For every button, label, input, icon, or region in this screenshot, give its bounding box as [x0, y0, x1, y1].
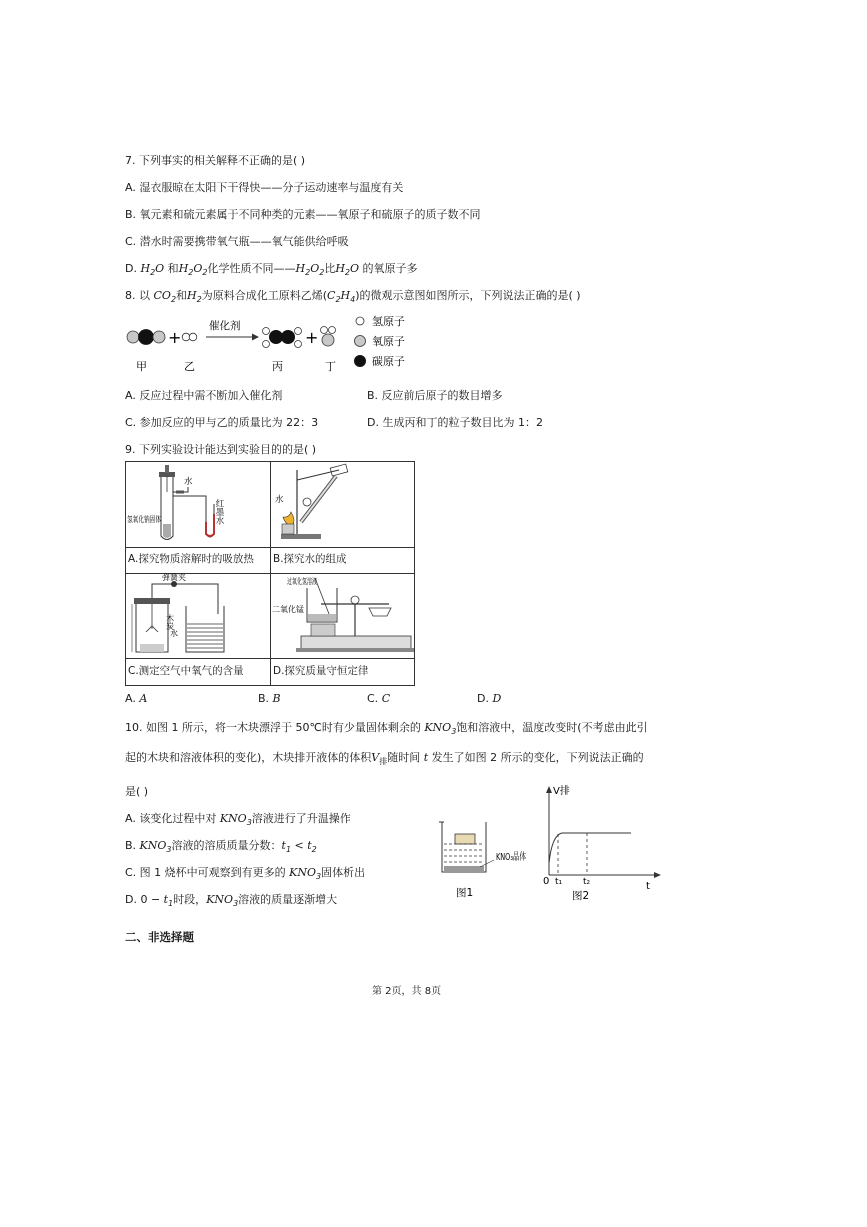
label-jia: 甲	[136, 360, 147, 373]
molecule-bing-c-atom-1	[269, 330, 283, 344]
legend-oxygen-label: 氧原子	[372, 335, 405, 348]
plus-sign-1: +	[168, 328, 182, 347]
molecule-jia-o-left-atom	[127, 331, 139, 343]
molecule-yi-h-atom-2	[189, 333, 197, 341]
q10-option-b: B. $KNO_3$溶液的溶质质量分数：$t_1 < t_2$	[125, 839, 317, 854]
legend-carbon-label: 碳原子	[372, 355, 405, 368]
q10-option-d: D. $0 - t_1$时段，$KNO_3$溶液的质量逐渐增大	[125, 893, 338, 908]
q8-option-b: B. 反应前后原子的数目增多	[367, 389, 503, 402]
molecule-bing-h-atom-1	[263, 328, 270, 335]
fig2-origin: 0	[543, 876, 550, 887]
legend-hydrogen-icon	[356, 317, 364, 325]
q10-figure2-graph	[536, 783, 662, 905]
fig-d-mno2-label: 二氧化锰	[272, 605, 304, 614]
legend-carbon-icon	[354, 355, 366, 367]
q7-option-a: A. 湿衣服晾在太阳下干得快——分子运动速率与温度有关	[125, 181, 404, 194]
q8-option-a: A. 反应过程中需不断加入催化剂	[125, 389, 283, 402]
page-footer: 第 2页，共 8页	[372, 986, 442, 997]
label-yi: 乙	[184, 360, 195, 373]
fig-c-water-label: 水	[170, 629, 178, 638]
q9-caption-b: B.探究水的组成	[273, 553, 347, 565]
q10-option-c: C. 图 1 烧杯中可观察到有更多的 $KNO_3$固体析出	[125, 866, 366, 881]
fig2-x-label: t	[646, 881, 650, 892]
q10-figure1-beaker	[436, 812, 542, 904]
q9-option-a: A. A	[125, 692, 148, 705]
fig2-t2: t₂	[583, 877, 591, 887]
fig-a-water-label: 水	[184, 477, 193, 487]
q9-caption-d: D.探究质量守恒定律	[273, 665, 369, 677]
q10-stem-line3: 是( )	[125, 785, 149, 798]
q8-reaction-diagram	[120, 308, 430, 376]
q7-option-d: D. $H_2O$ 和$H_2O_2$化学性质不同$——H_2O_2$比$H_2O$ 的氧原子多	[125, 262, 418, 277]
legend-hydrogen-label: 氢原子	[372, 315, 405, 328]
plus-sign-2: +	[305, 328, 319, 347]
q9-caption-c: C.测定空气中氧气的含量	[128, 665, 244, 677]
q7-option-b: B. 氧元素和硫元素属于不同种类的元素——氧原子和硫原子的质子数不同	[125, 208, 481, 221]
catalyst-label: 催化剂	[209, 320, 241, 332]
fig2-y-label: V排	[553, 786, 570, 797]
fig-a-naoh-label: 氢氧化钠固体	[127, 515, 175, 524]
legend-oxygen-icon	[355, 336, 366, 347]
q8-option-c: C. 参加反应的甲与乙的质量比为 22：3	[125, 416, 319, 429]
fig-d-h2o2-label: 过氧化氢溶液	[287, 577, 335, 586]
molecule-bing-h-atom-3	[295, 328, 302, 335]
q9-stem: 9. 下列实验设计能达到实验目的的是( )	[125, 443, 317, 456]
fig2-t1: t₁	[555, 877, 563, 887]
label-bing: 丙	[272, 360, 283, 373]
q10-stem-line1: 10. 如图 1 所示，将一木块漂浮于 50℃时有少量固体剩余的 $KNO_3$饱和溶液中，温度改变时(不考虑由此引	[125, 721, 648, 736]
fig1-kno3-label: KNO₃晶体	[496, 852, 542, 863]
q8-option-d: D. 生成丙和丁的粒子数目比为 1：2	[367, 416, 543, 429]
fig-c-charcoal-label: 木炭	[165, 614, 175, 630]
q9-option-b: B. B	[258, 692, 281, 705]
q10-option-a: A. 该变化过程中对 $KNO_3$溶液进行了升温操作	[125, 812, 351, 827]
q9-option-d: D. D	[477, 692, 502, 705]
q7-option-c: C. 潜水时需要携带氧气瓶——氧气能供给呼吸	[125, 235, 349, 248]
section-heading-non-choice: 二、非选择题	[125, 930, 194, 944]
fig-b-water-label: 水	[275, 495, 284, 505]
q9-experiment-table	[125, 461, 415, 686]
molecule-jia-c-atom	[139, 330, 154, 345]
q8-stem: 8. 以 $CO_2$和$H_2$为原料合成化工原料乙烯$(C_2H_4)$的微观示意图如图所示，下列说法正确的是( )	[125, 289, 581, 304]
q7-stem: 7. 下列事实的相关解释不正确的是( )	[125, 154, 306, 167]
molecule-ding-o-atom	[322, 334, 334, 346]
molecule-jia-o-right-atom	[153, 331, 165, 343]
fig-b-electrolysis-apparatus	[271, 462, 414, 547]
q9-option-c: C. C	[367, 692, 391, 705]
fig-d-mass-conservation-apparatus	[271, 574, 414, 658]
fig-a-dissolution-apparatus	[126, 462, 270, 547]
fig1-caption: 图1	[456, 887, 474, 899]
molecule-ding-h-atom-1	[321, 327, 328, 334]
molecule-bing-c-atom-2	[281, 330, 295, 344]
q10-stem-line2: 起的木块和溶液体积的变化)，木块排开液体的体积$V_排$随时间 t 发生了如图 2 所示的变化，下列说法正确的	[125, 751, 644, 766]
molecule-bing-h-atom-2	[263, 341, 270, 348]
reaction-arrow-head	[252, 334, 259, 341]
label-ding: 丁	[325, 360, 336, 373]
fig2-caption: 图2	[572, 890, 590, 902]
q9-caption-a: A.探究物质溶解时的吸放热	[128, 553, 254, 565]
fig-c-oxygen-content-apparatus	[126, 574, 270, 658]
fig-c-clamp-label: 弹簧夹	[162, 573, 186, 582]
molecule-bing-h-atom-4	[295, 341, 302, 348]
fig-a-red-ink-label: 红墨水	[214, 499, 224, 525]
molecule-yi-h-atom-1	[182, 333, 190, 341]
molecule-ding-h-atom-2	[329, 327, 336, 334]
